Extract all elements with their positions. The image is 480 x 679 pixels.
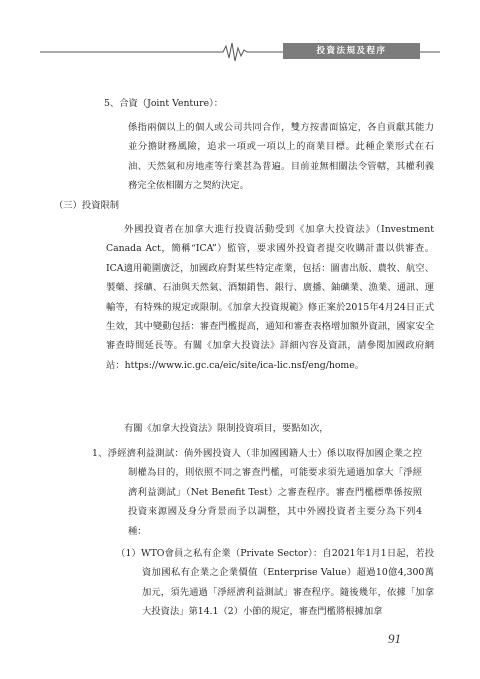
- page-number: 91: [388, 631, 401, 646]
- subitem1-paragraph: （1）WTO會員之私有企業（Private Sector）：自2021年1月1日起，若投資加國私有企業之企業價值（Enterprise Value）超過10億4,300萬加元，須先通過「淨經濟利益測試」審查程序。隨後幾年，依據「加拿大投資法」第14.1（2）小節的規定，審查門檻將根據加拿: [116, 548, 434, 618]
- running-header: [0, 40, 480, 64]
- section-title-tab: 投資法規及程序: [283, 43, 420, 59]
- section3-heading: （三）投資限制: [54, 200, 120, 211]
- item1-paragraph: 1、淨經濟利益測試：倘外國投資人（非加國國籍人士）係以取得加國企業之控制權為目的，則依照不同之審查門檻，可能要求須先通過加拿大「淨經濟利益測試」（Net Benefit Test）之審查程序。審查門檻標準係按照投資來源國及身分背景而予以調整，其中外國投資者主要分為下列4種：: [92, 448, 422, 537]
- restrictions-intro: 有關《加拿大投資法》限制投資項目，要點如次，: [124, 423, 329, 434]
- item5-heading: 5、合資（Joint Venture）：: [104, 98, 224, 109]
- item5-paragraph: 係指兩個以上的個人或公司共同合作，雙方按書面協定，各自貢獻其能力並分擔財務風險，追求一項或一項以上的商業目標。此種企業形式在石油、天然氣和房地產等行業甚為普遍。目前並無相關法令管轄，其權利義務完全依相關方之契約決定。: [128, 122, 434, 192]
- section3-paragraph: 外國投資者在加拿大進行投資活動受到《加拿大投資法》（Investment Canada Act，簡稱“ICA”）監管，要求國外投資者提交收購計畫以供審查。ICA適用範圍廣泛，加國政府對某些特定產業，包括：圖書出版、農牧、航空、製藥、採礦、石油與天然氣、酒類銷售、銀行、廣播、鈾礦業、漁業、通訊、運輸等，有特殊的規定或限制。《加拿大投資規範》修正案於2015年4月24日正式生效，其中變動包括：審查門檻提高，通知和審查表格增加額外資訊，國家安全審查時間延長等。有關《加拿大投資法》詳細內容及資訊，請參閱加國政府網站：https://www.ic.gc.ca/eic/site/ica-lic.nsf/eng/home。: [106, 224, 434, 371]
